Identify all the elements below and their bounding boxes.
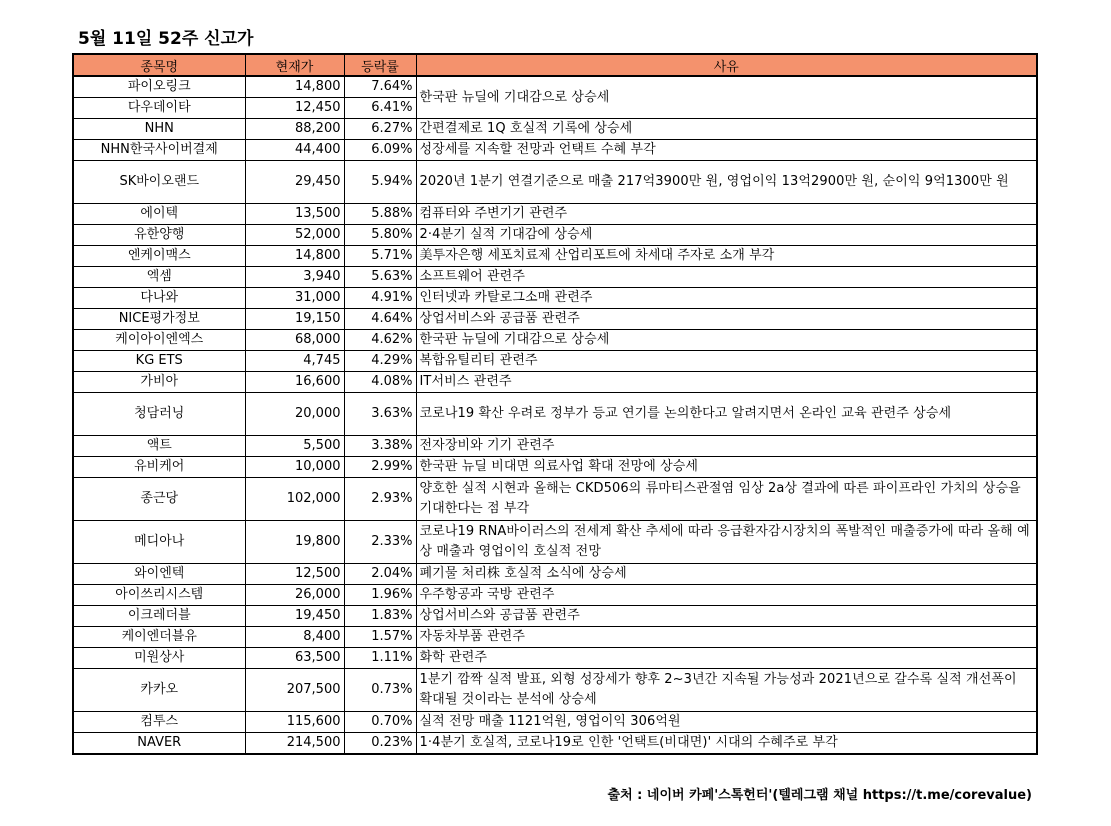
reason-text: 성장세를 지속할 전망과 언택트 수혜 부각 [416,140,1037,161]
source-note: 출처 : 네이버 카페'스톡헌터'(텔레그램 채널 https://t.me/corevalue) [607,788,1032,803]
current-price: 19,450 [245,606,344,627]
table-row [73,585,1037,606]
table-row [73,288,1037,309]
reason-text: 상업서비스와 공급품 관련주 [416,606,1037,627]
current-price: 8,400 [245,627,344,648]
table-row [73,521,1037,564]
stock-name: 미원상사 [73,648,245,669]
reason-text: 화학 관련주 [416,648,1037,669]
change-rate: 1.96% [344,585,416,606]
table-row [73,648,1037,669]
current-price: 214,500 [245,733,344,755]
current-price: 52,000 [245,225,344,246]
change-rate: 3.38% [344,436,416,457]
stock-name: 아이쓰리시스템 [73,585,245,606]
change-rate: 1.11% [344,648,416,669]
reason-text: 상업서비스와 공급품 관련주 [416,309,1037,330]
change-rate: 2.99% [344,457,416,478]
reason-text: 소프트웨어 관련주 [416,267,1037,288]
reason-text: IT서비스 관련주 [416,372,1037,393]
change-rate: 5.80% [344,225,416,246]
current-price: 26,000 [245,585,344,606]
change-rate: 5.71% [344,246,416,267]
header-name: 종목명 [73,54,245,76]
change-rate: 4.62% [344,330,416,351]
table-row [73,393,1037,436]
reason-text: 한국판 뉴딜 비대면 의료사업 확대 전망에 상승세 [416,457,1037,478]
stock-name: NHN [73,119,245,140]
current-price: 12,500 [245,564,344,585]
reason-text: 자동차부품 관련주 [416,627,1037,648]
stock-name: KG ETS [73,351,245,372]
table-row [73,351,1037,372]
stock-name: 종근당 [73,478,245,521]
reason-text: 코로나19 RNA바이러스의 전세계 확산 추세에 따라 응급환자감시장치의 폭발적인 매출증가에 따라 올해 예상 매출과 영업이익 호실적 전망 [416,521,1037,564]
table-row [73,669,1037,712]
stock-name: 액트 [73,436,245,457]
current-price: 115,600 [245,712,344,733]
change-rate: 0.23% [344,733,416,755]
change-rate: 2.33% [344,521,416,564]
table-row [73,372,1037,393]
stock-name: NICE평가정보 [73,309,245,330]
current-price: 14,800 [245,246,344,267]
change-rate: 6.41% [344,98,416,119]
current-price: 4,745 [245,351,344,372]
header-reason: 사유 [416,54,1037,76]
table-row [73,627,1037,648]
reason-text: 복합유틸리티 관련주 [416,351,1037,372]
reason-text: 컴퓨터와 주변기기 관련주 [416,204,1037,225]
stock-name: 케이엔더블유 [73,627,245,648]
stock-name: NAVER [73,733,245,755]
stock-name: 엑셈 [73,267,245,288]
reason-text: 2020년 1분기 연결기준으로 매출 217억3900만 원, 영업이익 13억2900만 원, 순이익 9억1300만 원 [416,161,1037,204]
stock-name: 청담러닝 [73,393,245,436]
table-header-row [73,54,1037,76]
stock-name: 에이텍 [73,204,245,225]
reason-text: 폐기물 처리株 호실적 소식에 상승세 [416,564,1037,585]
reason-text: 1분기 깜짝 실적 발표, 외형 성장세가 향후 2~3년간 지속될 가능성과 2021년으로 갈수록 실적 개선폭이 확대될 것이라는 분석에 상승세 [416,669,1037,712]
change-rate: 0.70% [344,712,416,733]
current-price: 3,940 [245,267,344,288]
change-rate: 6.09% [344,140,416,161]
stock-table [72,53,1038,755]
stock-name: 메디아나 [73,521,245,564]
table-row [73,225,1037,246]
stock-name: 파이오링크 [73,76,245,98]
current-price: 68,000 [245,330,344,351]
current-price: 16,600 [245,372,344,393]
change-rate: 4.64% [344,309,416,330]
stock-name: 케이아이엔엑스 [73,330,245,351]
reason-text: 전자장비와 기기 관련주 [416,436,1037,457]
change-rate: 3.63% [344,393,416,436]
current-price: 12,450 [245,98,344,119]
current-price: 10,000 [245,457,344,478]
current-price: 20,000 [245,393,344,436]
stock-name: 이크레더블 [73,606,245,627]
change-rate: 2.04% [344,564,416,585]
change-rate: 1.83% [344,606,416,627]
current-price: 102,000 [245,478,344,521]
current-price: 63,500 [245,648,344,669]
change-rate: 5.94% [344,161,416,204]
reason-text: 양호한 실적 시현과 올해는 CKD506의 류마티스관절염 임상 2a상 결과에 따른 파이프라인 가치의 상승을 기대한다는 점 부각 [416,478,1037,521]
table-body [73,76,1037,754]
table-row [73,140,1037,161]
reason-text: 한국판 뉴딜에 기대감으로 상승세 [416,330,1037,351]
table-row [73,309,1037,330]
current-price: 44,400 [245,140,344,161]
current-price: 19,800 [245,521,344,564]
stock-name: SK바이오랜드 [73,161,245,204]
reason-text: 1·4분기 호실적, 코로나19로 인한 '언택트(비대면)' 시대의 수혜주로 부각 [416,733,1037,755]
stock-name: NHN한국사이버결제 [73,140,245,161]
table-row [73,76,1037,98]
reason-text: 인터넷과 카탈로그소매 관련주 [416,288,1037,309]
table-row [73,606,1037,627]
table-row [73,204,1037,225]
current-price: 31,000 [245,288,344,309]
stock-name: 유비케어 [73,457,245,478]
stock-name: 엔케이맥스 [73,246,245,267]
change-rate: 2.93% [344,478,416,521]
table-row [73,330,1037,351]
change-rate: 5.63% [344,267,416,288]
table-row [73,161,1037,204]
change-rate: 6.27% [344,119,416,140]
stock-name: 컴투스 [73,712,245,733]
current-price: 29,450 [245,161,344,204]
reason-text: 간편결제로 1Q 호실적 기록에 상승세 [416,119,1037,140]
header-change: 등락률 [344,54,416,76]
stock-name: 다나와 [73,288,245,309]
current-price: 88,200 [245,119,344,140]
stock-name: 유한양행 [73,225,245,246]
change-rate: 5.88% [344,204,416,225]
table-row [73,246,1037,267]
header-price: 현재가 [245,54,344,76]
reason-text: 美투자은행 세포치료제 산업리포트에 차세대 주자로 소개 부각 [416,246,1037,267]
change-rate: 7.64% [344,76,416,98]
table-row [73,712,1037,733]
current-price: 207,500 [245,669,344,712]
reason-text: 한국판 뉴딜에 기대감으로 상승세 [416,76,1037,119]
reason-text: 코로나19 확산 우려로 정부가 등교 연기를 논의한다고 알려지면서 온라인 교육 관련주 상승세 [416,393,1037,436]
change-rate: 0.73% [344,669,416,712]
change-rate: 4.29% [344,351,416,372]
current-price: 13,500 [245,204,344,225]
table-row [73,436,1037,457]
current-price: 5,500 [245,436,344,457]
stock-name: 다우데이타 [73,98,245,119]
reason-text: 실적 전망 매출 1121억원, 영업이익 306억원 [416,712,1037,733]
reason-text: 우주항공과 국방 관련주 [416,585,1037,606]
reason-text: 2·4분기 실적 기대감에 상승세 [416,225,1037,246]
table-row [73,478,1037,521]
table-row [73,564,1037,585]
stock-name: 와이엔텍 [73,564,245,585]
table-row [73,267,1037,288]
stock-name: 카카오 [73,669,245,712]
change-rate: 4.91% [344,288,416,309]
change-rate: 1.57% [344,627,416,648]
change-rate: 4.08% [344,372,416,393]
current-price: 14,800 [245,76,344,98]
table-row [73,457,1037,478]
current-price: 19,150 [245,309,344,330]
page-title: 5월 11일 52주 신고가 [78,29,254,49]
stock-name: 가비아 [73,372,245,393]
table-row [73,733,1037,755]
table-row [73,119,1037,140]
